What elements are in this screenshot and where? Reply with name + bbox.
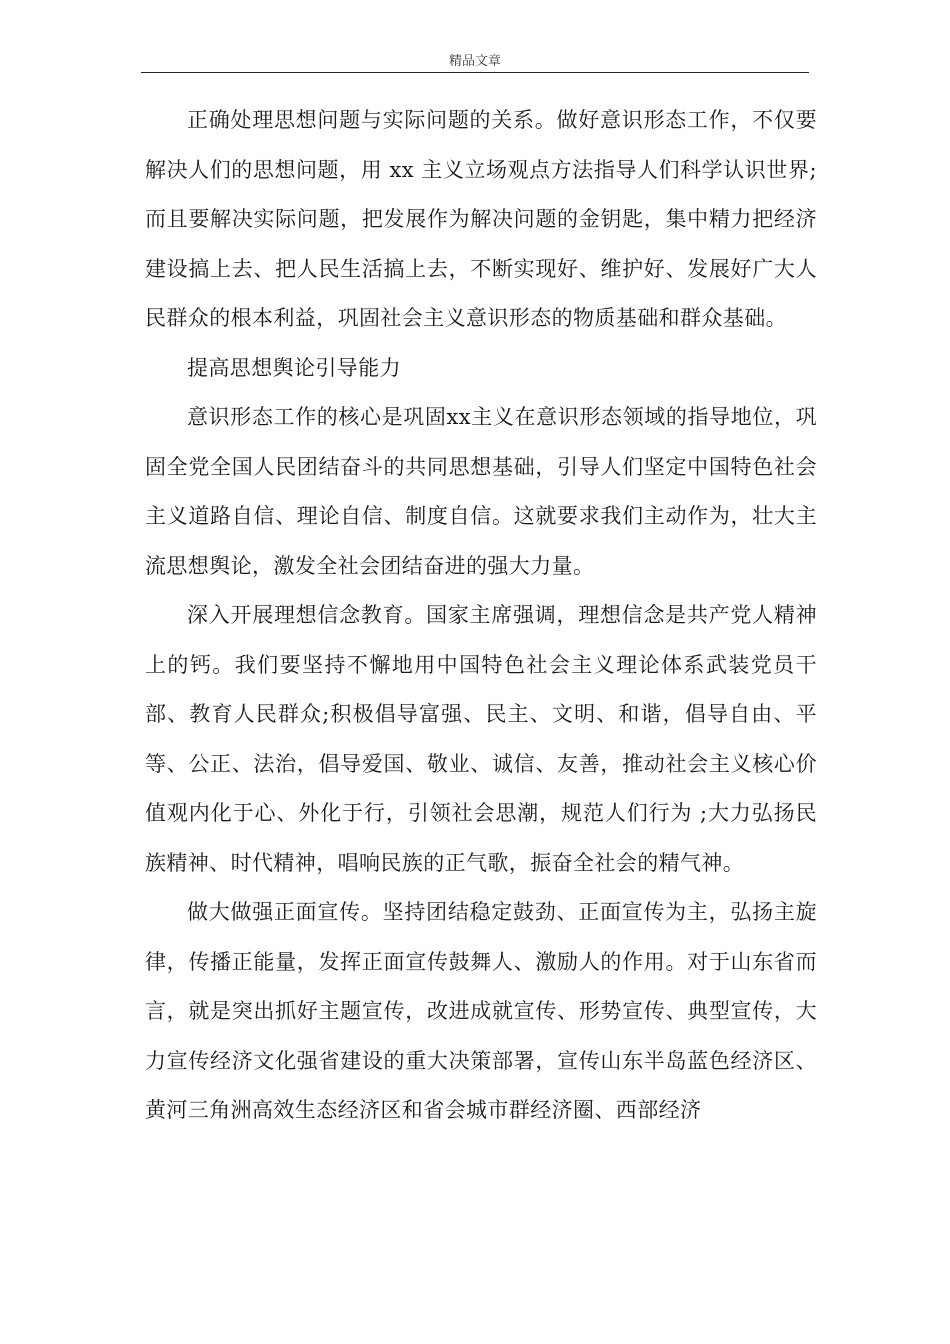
document-body: [145, 96, 817, 1136]
page-header-title: 精品文章: [448, 54, 501, 69]
paragraph-2: 意识形态工作的核心是巩固xx主义在意识形态领域的指导地位，巩固全党全国人民团结奋斗的共同思想基础，引导人们坚定中国特色社会主义道路自信、理论自信、制度自信。这就要求我们主动作为，壮大主流思想舆论，激发全社会团结奋进的强大力量。: [145, 405, 817, 578]
paragraph-4: 做大做强正面宣传。坚持团结稳定鼓劲、正面宣传为主，弘扬主旋律，传播正能量，发挥正面宣传鼓舞人、激励人的作用。对于山东省而言，就是突出抓好主题宣传，改进成就宣传、形势宣传、典型宣传，大力宣传经济文化强省建设的重大决策部署，宣传山东半岛蓝色经济区、黄河三角洲高效生态经济区和省会城市群经济圈、西部经济: [145, 900, 817, 1122]
section-heading: 提高思想舆论引导能力: [187, 355, 401, 380]
paragraph-1: 正确处理思想问题与实际问题的关系。做好意识形态工作，不仅要解决人们的思想问题，用 xx 主义立场观点方法指导人们科学认识世界;而且要解决实际问题，把发展作为解决问题的金钥匙，集中精力把经济建设搞上去、把人民生活搞上去，不断实现好、维护好、发展好广大人民群众的根本利益，巩固社会主义意识形态的物质基础和群众基础。: [145, 108, 817, 330]
paragraph-3: 深入开展理想信念教育。国家主席强调，理想信念是共产党人精神上的钙。我们要坚持不懈地用中国特色社会主义理论体系武装党员干部、教育人民群众;积极倡导富强、民主、文明、和谐，倡导自由、平等、公正、法治，倡导爱国、敬业、诚信、友善，推动社会主义核心价值观内化于心、外化于行，引领社会思潮，规范人们行为 ;大力弘扬民族精神、时代精神，唱响民族的正气歌，振奋全社会的精气神。: [145, 603, 817, 875]
header-divider: [141, 72, 809, 73]
